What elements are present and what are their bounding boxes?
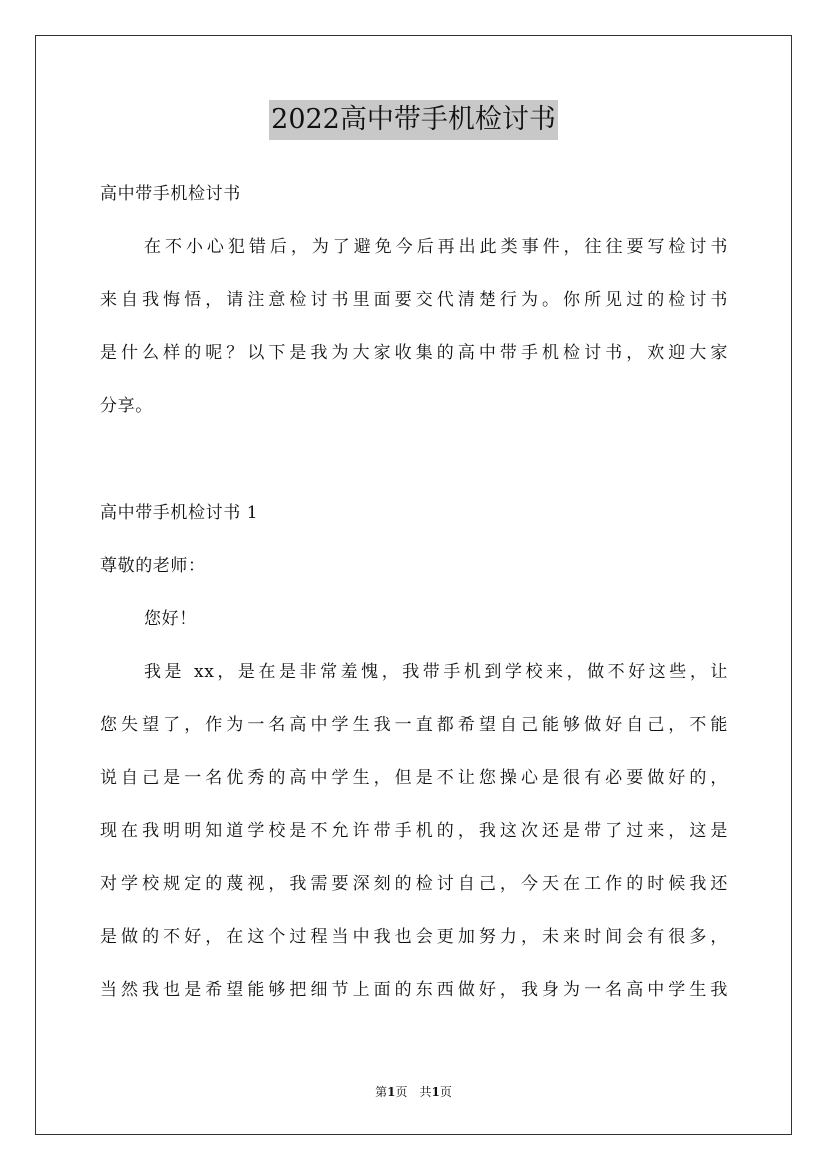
page-footer [0, 1083, 827, 1100]
paragraph-line: 您失望了，作为一名高中学生我一直都希望自己能够做好自己，不能 [100, 715, 728, 735]
title-container [0, 100, 827, 140]
footer-suffix: 页 [439, 1085, 452, 1099]
subtitle: 高中带手机检讨书 [100, 184, 241, 204]
document-body [100, 168, 728, 1017]
paragraph-line: 是什么样的呢？以下是我为大家收集的高中带手机检讨书，欢迎大家 [100, 343, 728, 363]
paragraph-line: 分享。 [100, 396, 153, 416]
paragraph-line: 对学校规定的蔑视，我需要深刻的检讨自己，今天在工作的时候我还 [100, 874, 728, 894]
body-paragraph [100, 646, 728, 1017]
paragraph-line: 现在我明明知道学校是不允许带手机的，我这次还是带了过来，这是 [100, 821, 728, 841]
paragraph-line: 说自己是一名优秀的高中学生，但是不让您操心是很有必要做好的， [100, 768, 728, 788]
spacer [100, 433, 728, 487]
document-title: 2022高中带手机检讨书 [269, 100, 558, 140]
section-heading: 高中带手机检讨书 1 [100, 503, 259, 523]
paragraph-line: 我是 xx，是在是非常羞愧，我带手机到学校来，做不好这些，让 [144, 662, 728, 682]
paragraph-line: 是做的不好，在这个过程当中我也会更加努力，未来时间会有很多， [100, 927, 728, 947]
footer-page-number: 1 [387, 1085, 396, 1099]
paragraph-line: 在不小心犯错后，为了避免今后再出此类事件，往往要写检讨书 [144, 237, 728, 257]
intro-paragraph [100, 221, 728, 433]
greeting: 您好！ [144, 609, 197, 629]
footer-prefix: 第 [375, 1085, 388, 1099]
footer-total-pages: 1 [431, 1085, 440, 1099]
salutation: 尊敬的老师： [100, 556, 206, 576]
paragraph-line: 当然我也是希望能够把细节上面的东西做好，我身为一名高中学生我 [100, 980, 728, 1000]
footer-mid: 页 共 [395, 1085, 432, 1099]
paragraph-line: 来自我悔悟，请注意检讨书里面要交代清楚行为。你所见过的检讨书 [100, 290, 728, 310]
